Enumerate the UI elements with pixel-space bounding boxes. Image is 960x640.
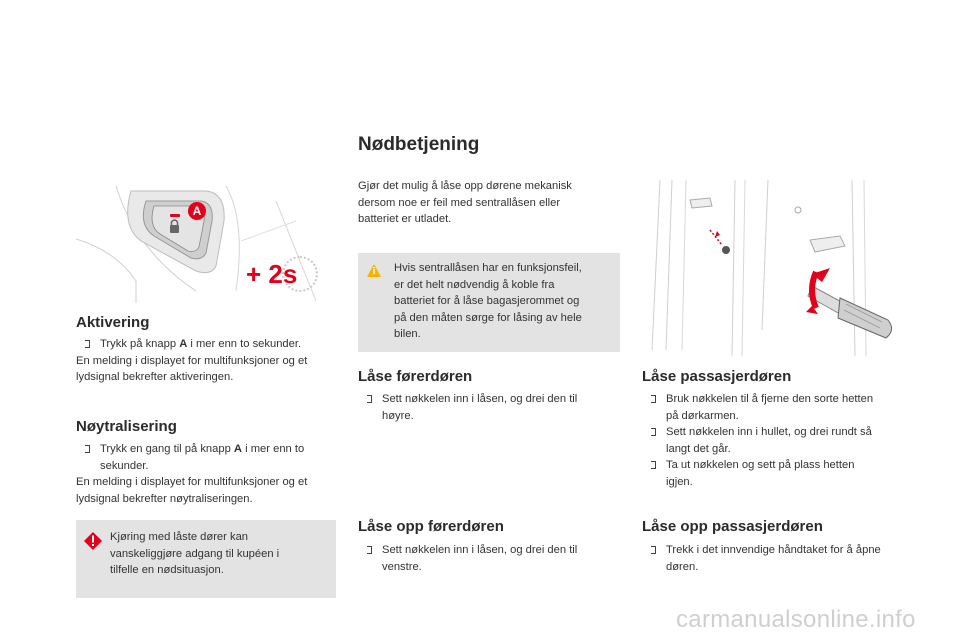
- lase-opp-forer-section: Sett nøkkelen inn i låsen, og drei den til venstre.: [358, 542, 620, 575]
- noytralisering-bullet: Trykk en gang til på knapp A i mer enn to: [76, 441, 338, 458]
- aktivering-bullet: Trykk på knapp A i mer enn to sekunder.: [76, 336, 338, 353]
- lase-passasjer-section: Bruk nøkkelen til å fjerne den sorte hetten på dørkarmen. Sett nøkkelen inn i hullet, og drei rundt så langt det går. Ta ut nøkkelen og sett på plass hetten igjen.: [642, 391, 912, 490]
- lase-passasjer-heading: Låse passasjerdøren: [642, 368, 792, 385]
- aktivering-heading: Aktivering: [76, 314, 150, 331]
- warning-icon: [84, 532, 102, 555]
- info-note-box: Hvis sentrallåsen har en funksjonsfeil, er det helt nødvendig å koble fra batteriet for å låse bagasjerommet og på den måten sørge for låsing av hele bilen.: [358, 253, 620, 352]
- button-a-marker: A: [188, 202, 206, 220]
- intro-text: Gjør det mulig å låse opp dørene mekanisk dersom noe er feil med sentrallåsen eller batteriet er utladet.: [358, 180, 572, 225]
- warning-note-box: Kjøring med låste dører kan vanskeliggjøre adgang til kupéen i tilfelle en nødsituasjon.: [76, 520, 336, 598]
- lase-opp-passasjer-section: Trekk i det innvendige håndtaket for å åpne døren.: [642, 542, 912, 575]
- hold-2s-label: + 2s: [246, 259, 298, 289]
- lase-opp-passasjer-heading: Låse opp passasjerdøren: [642, 518, 823, 535]
- noytralisering-heading: Nøytralisering: [76, 418, 177, 435]
- door-lock-illustration: [640, 180, 900, 356]
- noytralisering-section: Trykk en gang til på knapp A i mer enn to sekunder. En melding i displayet for multifunksjoner og et lydsignal bekrefter nøytraliseringen.: [76, 441, 338, 507]
- lase-opp-forer-heading: Låse opp førerdøren: [358, 518, 504, 535]
- aktivering-section: Trykk på knapp A i mer enn to sekunder. En melding i displayet for multifunksjoner og et lydsignal bekrefter aktiveringen.: [76, 336, 338, 386]
- lase-forer-heading: Låse førerdøren: [358, 368, 473, 385]
- watermark: carmanualsonline.info: [676, 606, 916, 633]
- page-title: Nødbetjening: [358, 134, 480, 155]
- lock-button-illustration: [76, 181, 336, 303]
- lase-forer-section: Sett nøkkelen inn i låsen, og drei den til høyre.: [358, 391, 620, 424]
- info-icon: [367, 264, 381, 283]
